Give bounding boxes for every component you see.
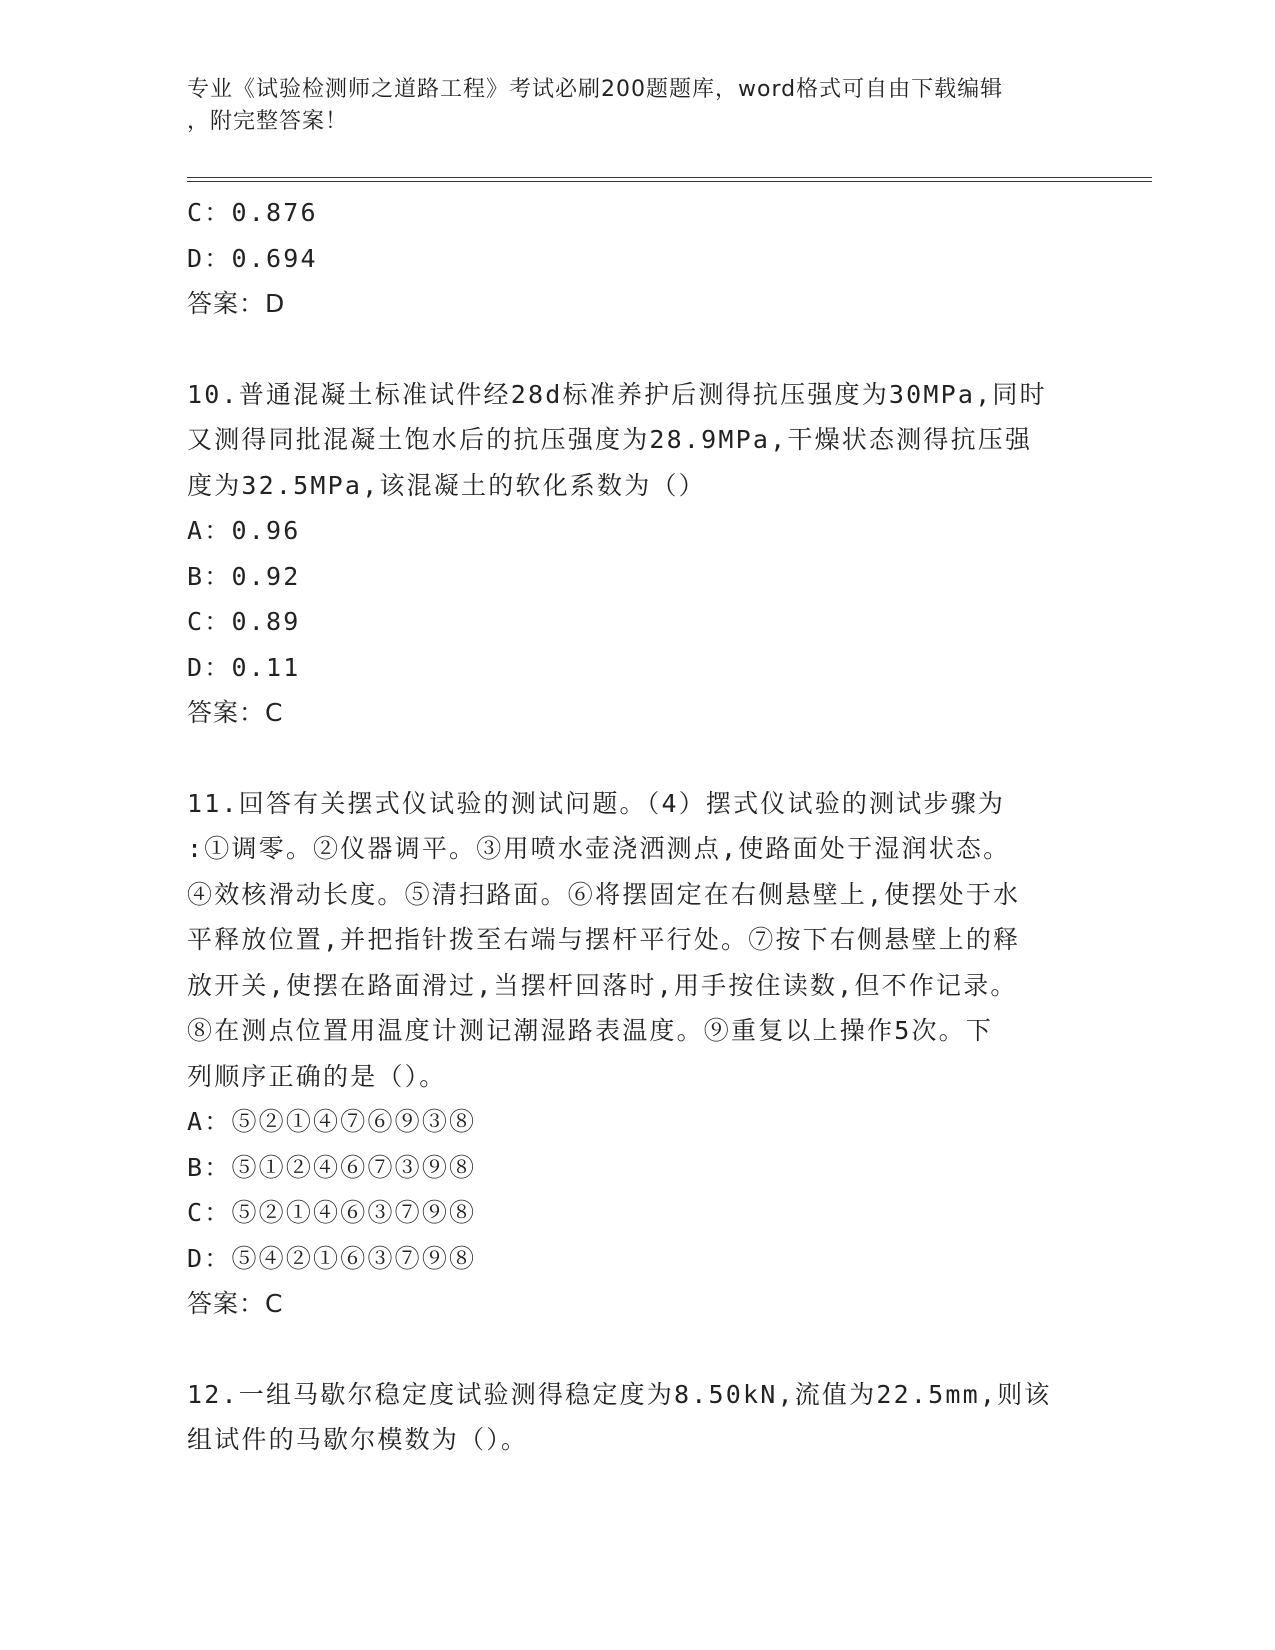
question-text-line: 度为32.5MPa,该混凝土的软化系数为（） [187, 470, 706, 500]
header-rule-top [187, 177, 1152, 178]
option-d: D：0.694 [187, 243, 318, 273]
question-text-line: 10.普通混凝土标准试件经28d标准养护后测得抗压强度为30MPa,同时 [187, 379, 1047, 409]
option-a: A：0.96 [187, 516, 301, 545]
header-line-1: 专业《试验检测师之道路工程》考试必刷200题题库，word格式可自由下载编辑 [187, 77, 1004, 102]
option-c: C：0.876 [187, 198, 318, 227]
question-text-line: ④效核滑动长度。⑤清扫路面。⑥将摆固定在右侧悬壁上,使摆处于水 [187, 879, 1021, 909]
header-line-2: ，附完整答案！ [187, 109, 349, 134]
question-12 [187, 1372, 1087, 1463]
option-c: C：⑤②①④⑥③⑦⑨⑧ [187, 1198, 477, 1227]
question-text-line: 平释放位置,并把指针拨至右端与摆杆平行处。⑦按下右侧悬壁上的释 [187, 925, 1021, 954]
question-text-line: 又测得同批混凝土饱水后的抗压强度为28.9MPa,干燥状态测得抗压强 [187, 425, 1033, 454]
prev-question-tail [187, 190, 1087, 327]
question-11 [187, 781, 1087, 1327]
question-text-line: 列顺序正确的是（）。 [187, 1061, 447, 1091]
question-text-line: 11.回答有关摆式仪试验的测试问题。（4）摆式仪试验的测试步骤为 [187, 788, 1006, 818]
option-b: B：⑤①②④⑥⑦③⑨⑧ [187, 1152, 477, 1182]
answer: 答案：D [187, 289, 286, 318]
option-d: D：0.11 [187, 652, 301, 682]
answer: 答案：C [187, 698, 284, 727]
option-d: D：⑤④②①⑥③⑦⑨⑧ [187, 1243, 477, 1273]
option-a: A：⑤②①④⑦⑥⑨③⑧ [187, 1107, 477, 1136]
question-10 [187, 372, 1087, 736]
document-header [187, 74, 1067, 138]
answer: 答案：C [187, 1289, 284, 1318]
option-c: C：0.89 [187, 607, 301, 636]
question-text-line: :①调零。②仪器调平。③用喷水壶浇洒测点,使路面处于湿润状态。 [187, 834, 1011, 863]
question-text-line: 组试件的马歇尔模数为（）。 [187, 1425, 529, 1454]
option-b: B：0.92 [187, 561, 301, 591]
question-text-line: ⑧在测点位置用温度计测记潮湿路表温度。⑨重复以上操作5次。下 [187, 1016, 994, 1045]
document-body [187, 190, 1087, 1463]
header-rule-bottom [187, 181, 1152, 182]
question-text-line: 12.一组马歇尔稳定度试验测得稳定度为8.50kN,流值为22.5mm,则该 [187, 1379, 1052, 1409]
question-text-line: 放开关,使摆在路面滑过,当摆杆回落时,用手按住读数,但不作记录。 [187, 970, 1018, 1000]
